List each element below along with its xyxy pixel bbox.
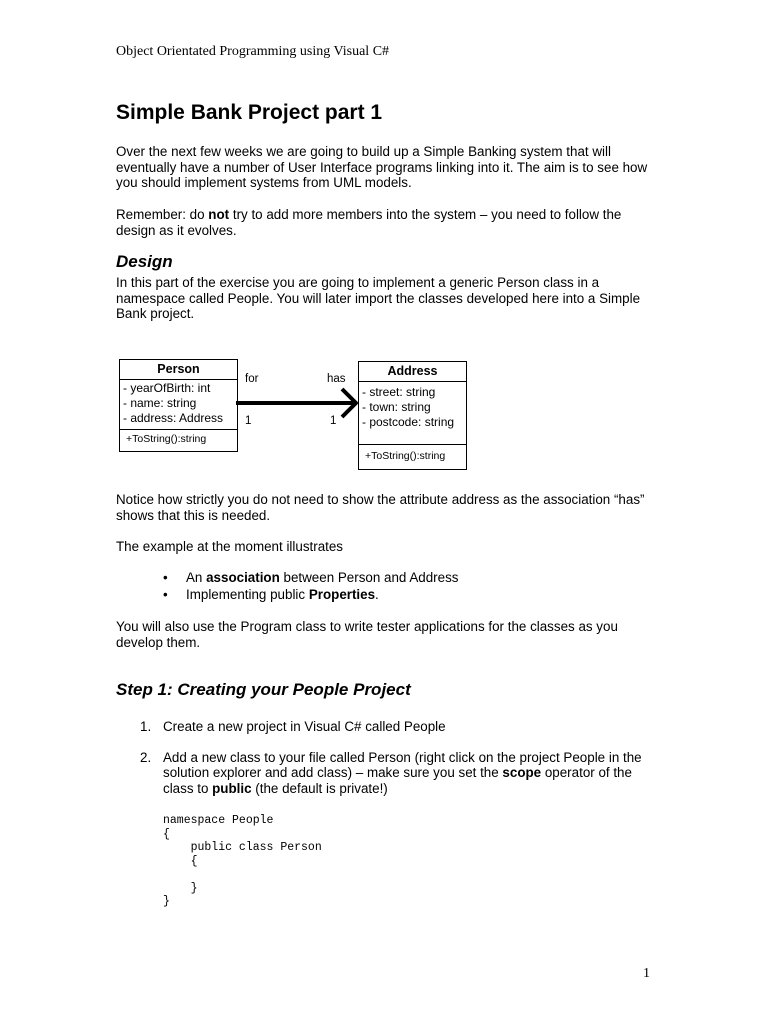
uml-attribute: - address: Address [123, 411, 224, 425]
uml-attribute: - street: string [362, 385, 436, 399]
step1-heading: Step 1: Creating your People Project [116, 680, 411, 699]
remember-suffix: try to add more members into the system – you need to follow the design as it evolves. [116, 207, 622, 238]
association-arrow-icon [0, 0, 768, 480]
uml-method: +ToString():string [120, 429, 237, 448]
uml-attribute: - town: string [362, 400, 431, 414]
example-intro: The example at the moment illustrates [116, 539, 344, 554]
multiplicity-left: 1 [245, 415, 252, 427]
remember-prefix: Remember: do [116, 207, 209, 222]
list-item: 2. Add a new class to your file called Person (right click on the project People in the solution explorer and add class) – make sure you set the scope operator of the class to public (the default is private!) [140, 749, 642, 796]
program-note: You will also use the Program class to write tester applications for the classes as you develop them. [116, 619, 618, 650]
association-label-has: has [327, 373, 346, 385]
list-item: • An association between Person and Address [163, 570, 459, 585]
bullet-icon: • [163, 570, 168, 585]
remember-paragraph [116, 207, 656, 238]
uml-class-person-name: Person [120, 360, 237, 380]
code-block: namespace People { public class Person { } } [163, 814, 322, 908]
uml-attribute: - postcode: string [362, 415, 455, 429]
association-label-for: for [245, 373, 259, 385]
uml-class-person [119, 359, 238, 452]
list-item: • Implementing public Properties. [163, 587, 379, 602]
design-paragraph: In this part of the exercise you are going to implement a generic Person class in a namespace called People. You will later import the classes developed here into a Simple Bank project. [116, 275, 641, 321]
design-heading: Design [116, 252, 173, 271]
uml-class-address [358, 361, 467, 470]
page-title: Simple Bank Project part 1 [116, 101, 383, 124]
uml-attribute: - yearOfBirth: int [123, 381, 211, 395]
multiplicity-right: 1 [330, 415, 337, 427]
steps-list [116, 719, 658, 796]
uml-diagram [0, 0, 768, 480]
uml-class-address-name: Address [359, 362, 466, 382]
intro-paragraph: Over the next few weeks we are going to build up a Simple Banking system that will eventually have a number of User Interface programs linking into it. The aim is to see how you should implement systems from UML models. [116, 144, 648, 190]
list-item: 1. Create a new project in Visual C# called People [140, 719, 446, 734]
bullet-list [139, 569, 458, 603]
notice-paragraph: Notice how strictly you do not need to show the attribute address as the association “has” shows that this is needed. [116, 492, 645, 523]
bullet-icon: • [163, 587, 168, 602]
uml-method: +ToString():string [359, 444, 466, 467]
page-number: 1 [643, 966, 650, 981]
remember-emphasis: not [208, 207, 230, 222]
running-header: Object Orientated Programming using Visual C# [116, 44, 390, 59]
uml-attribute: - name: string [123, 396, 197, 410]
